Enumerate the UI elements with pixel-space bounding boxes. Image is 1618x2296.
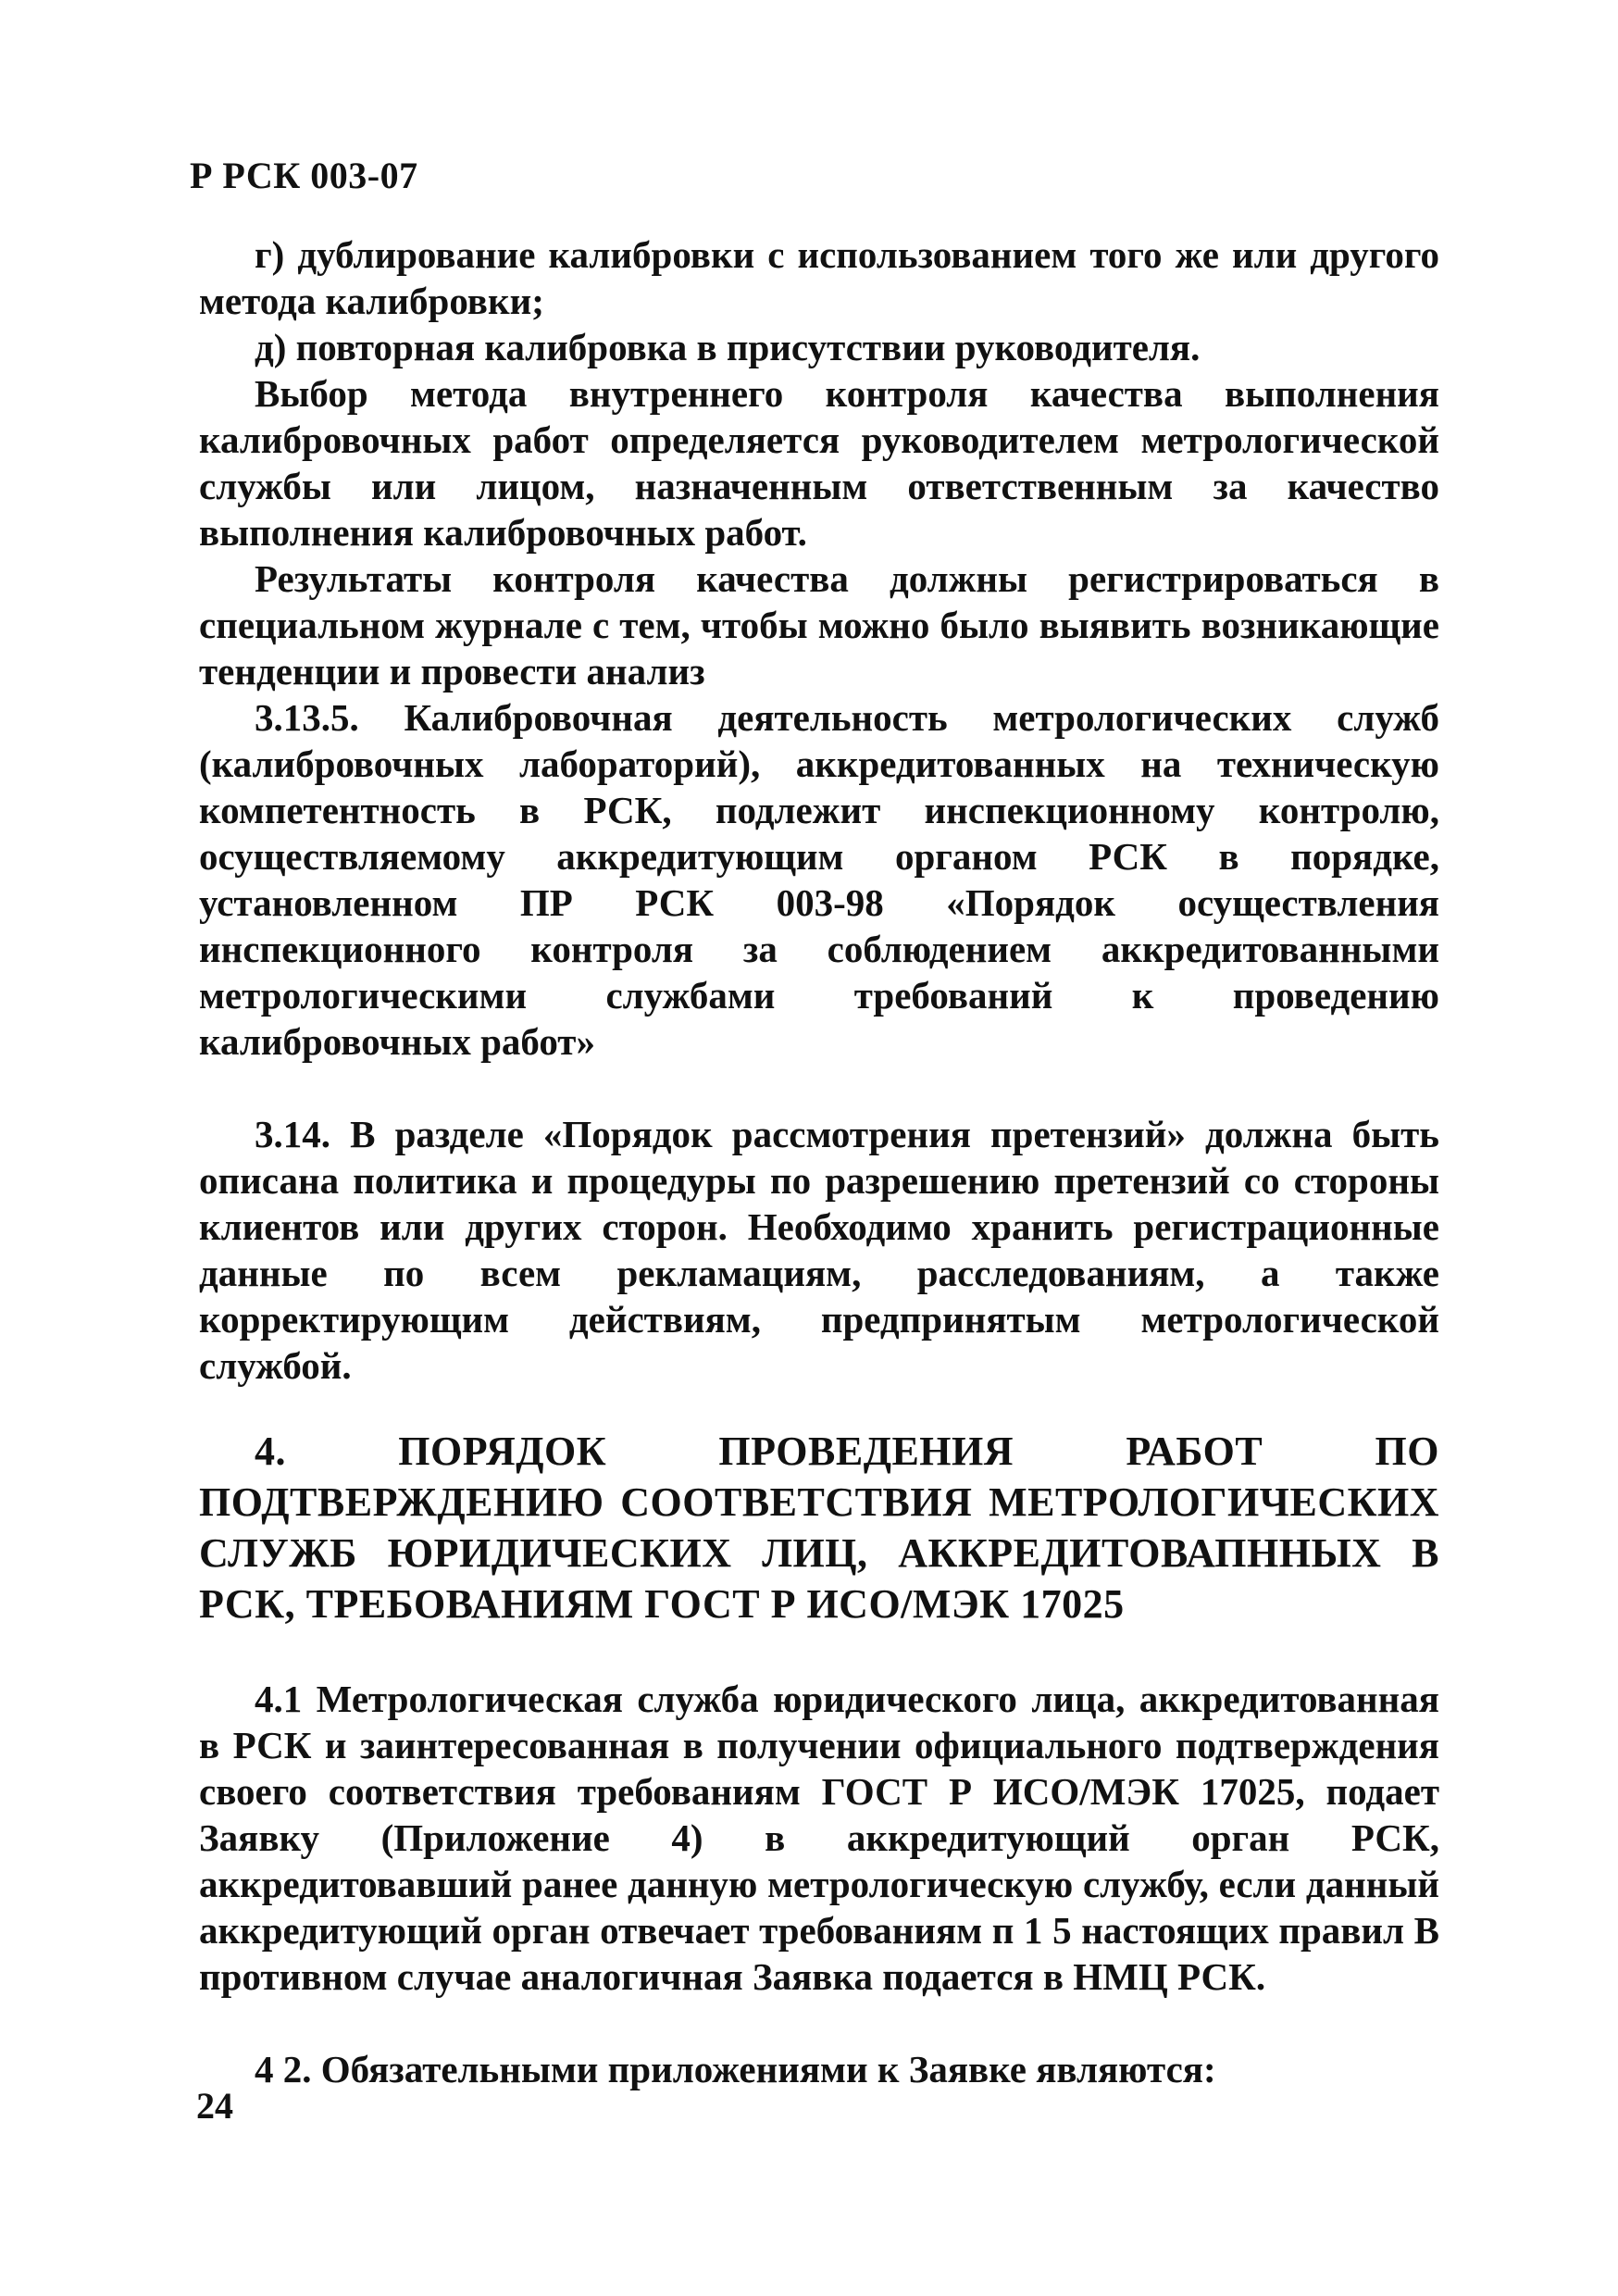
section-title-4: 4. ПОРЯДОК ПРОВЕДЕНИЯ РАБОТ ПО ПОДТВЕРЖДЕНИЮ СООТВЕТСТВИЯ МЕТРОЛОГИЧЕСКИХ СЛУЖБ ЮРИДИЧЕСКИХ ЛИЦ, АККРЕДИТОВАПННЫХ В РСК, ТРЕБОВАНИЯМ ГОСТ Р ИСО/МЭК 17025	[199, 1429, 1439, 1627]
paragraph-item-d: д) повторная калибровка в присутствии руководителя.	[255, 326, 1201, 368]
page-number: 24	[196, 2085, 233, 2127]
paragraph-4-2: 4 2. Обязательными приложениями к Заявке являются:	[255, 2048, 1216, 2090]
document-code: Р РСК 003-07	[190, 155, 418, 196]
paragraph-quality-results: Результаты контроля качества должны регистрироваться в специальном журнале с тем, чтобы можно было выявить возникающие тенденции и провести анализ	[199, 557, 1439, 693]
paragraph-item-g: г) дублирование калибровки с использованием того же или другого метода калибровки;	[199, 233, 1439, 322]
paragraph-control-method: Выбор метода внутреннего контроля качества выполнения калибровочных работ определяется руководителем метрологической службы или лицом, назначенным ответственным за качество выполнения калибровочных работ.	[199, 372, 1439, 554]
document-body	[199, 231, 1439, 2092]
paragraph-3-13-5: 3.13.5. Калибровочная деятельность метрологических служб (калибровочных лабораторий), аккредитованных на техническую компетентность в РСК, подлежит инспекционному контролю, осуществляемому аккредитующим органом РСК в порядке, установленном ПР РСК 003-98 «Порядок осуществления инспекционного контроля за соблюдением аккредитованными метрологическими службами требований к проведению калибровочных работ»	[199, 696, 1439, 1063]
paragraph-4-1: 4.1 Метрологическая служба юридического лица, аккредитованная в РСК и заинтересованная в получении официального подтверждения своего соответствия требованиям ГОСТ Р ИСО/МЭК 17025, подает Заявку (Приложение 4) в аккредитующий орган РСК, аккредитовавший ранее данную метрологическую службу, если данный аккредитующий орган отвечает требованиям п 1 5 настоящих правил В противном случае аналогичная Заявка подается в НМЦ РСК.	[199, 1678, 1439, 1998]
paragraph-3-14: 3.14. В разделе «Порядок рассмотрения претензий» должна быть описана политика и процедуры по разрешению претензий со стороны клиентов или других сторон. Необходимо хранить регистрационные данные по всем рекламациям, расследованиям, а также корректирующим действиям, предпринятым метрологической службой.	[199, 1113, 1439, 1387]
